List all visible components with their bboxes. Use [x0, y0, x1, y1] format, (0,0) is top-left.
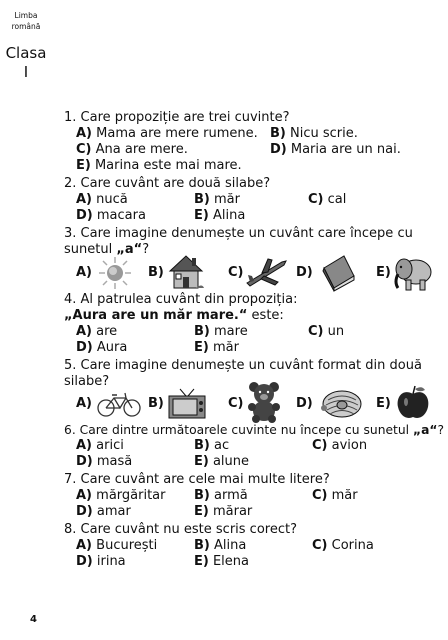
q8-option-c[interactable]: C) Corina — [312, 538, 374, 553]
q8-option-d[interactable]: D) irina — [76, 554, 126, 569]
q1-option-d[interactable]: D) Maria are un nai. — [270, 142, 401, 157]
q1-option-a[interactable]: A) Mama are mere rumene. — [76, 126, 258, 141]
q5-label-c: C) — [228, 396, 244, 411]
teddy-bear-icon[interactable] — [246, 381, 282, 423]
house-icon[interactable] — [166, 253, 206, 291]
q2-option-c[interactable]: C) cal — [308, 192, 347, 207]
question-8: 8. Care cuvânt nu este scris corect? — [64, 522, 297, 537]
subject-line-2: română — [11, 22, 41, 31]
q4-option-a[interactable]: A) are — [76, 324, 118, 339]
q5-label-a: A) — [76, 396, 93, 411]
subject-label — [0, 10, 52, 32]
q8-option-a[interactable]: A) București — [76, 538, 158, 553]
q2-option-d[interactable]: D) macara — [76, 208, 146, 223]
book-icon[interactable] — [320, 254, 358, 292]
q4-option-b[interactable]: B) mare — [194, 324, 248, 339]
q3-label-a: A) — [76, 265, 93, 280]
q6-option-e[interactable]: E) alune — [194, 454, 250, 469]
q7-option-a[interactable]: A) mărgăritar — [76, 488, 166, 503]
q8-option-b[interactable]: B) Alina — [194, 538, 247, 553]
q5-label-d: D) — [296, 396, 313, 411]
subject-line-1: Limba — [14, 11, 38, 20]
q2-option-e[interactable]: E) Alina — [194, 208, 246, 223]
question-7: 7. Care cuvânt are cele mai multe litere? — [64, 472, 330, 487]
q6-option-b[interactable]: B) ac — [194, 438, 230, 453]
q1-option-b[interactable]: B) Nicu scrie. — [270, 126, 358, 141]
class-label — [0, 44, 52, 82]
q1-option-e[interactable]: E) Marina este mai mare. — [76, 158, 242, 173]
question-5-line-2: silabe? — [64, 374, 110, 389]
question-3-line-2: sunetul „a“? — [64, 242, 150, 257]
apple-icon[interactable] — [394, 384, 432, 422]
q6-option-a[interactable]: A) arici — [76, 438, 124, 453]
class-number: I — [23, 63, 29, 81]
q7-option-c[interactable]: C) măr — [312, 488, 358, 503]
elephant-icon[interactable] — [392, 254, 434, 292]
q6-option-c[interactable]: C) avion — [312, 438, 368, 453]
sun-icon[interactable] — [98, 256, 132, 290]
q2-option-a[interactable]: A) nucă — [76, 192, 128, 207]
q3-label-d: D) — [296, 265, 313, 280]
class-word: Clasa — [5, 44, 47, 62]
q7-option-b[interactable]: B) armă — [194, 488, 248, 503]
question-2: 2. Care cuvânt are două silabe? — [64, 176, 271, 191]
question-4-line-2: „Aura are un măr mare.“ este: — [64, 308, 284, 323]
q3-label-c: C) — [228, 265, 244, 280]
q4-option-c[interactable]: C) un — [308, 324, 345, 339]
q6-option-d[interactable]: D) masă — [76, 454, 133, 469]
hedgehog-icon[interactable] — [318, 386, 364, 420]
q2-option-b[interactable]: B) măr — [194, 192, 240, 207]
q5-label-e: E) — [376, 396, 391, 411]
q5-label-b: B) — [148, 396, 164, 411]
question-6: 6. Care dintre următoarele cuvinte nu începe cu sunetul „a“? — [64, 423, 445, 437]
q7-option-e[interactable]: E) mărar — [194, 504, 253, 519]
airplane-icon[interactable] — [244, 256, 288, 288]
question-1: 1. Care propoziție are trei cuvinte? — [64, 110, 290, 125]
q1-option-c[interactable]: C) Ana are mere. — [76, 142, 188, 157]
bicycle-icon[interactable] — [96, 390, 142, 418]
q3-label-e: E) — [376, 265, 391, 280]
q4-option-d[interactable]: D) Aura — [76, 340, 128, 355]
q4-option-e[interactable]: E) măr — [194, 340, 239, 355]
question-4-line-1: 4. Al patrulea cuvânt din propoziția: — [64, 292, 298, 307]
page-number: 4 — [30, 614, 37, 625]
q3-label-b: B) — [148, 265, 164, 280]
question-5-line-1: 5. Care imagine denumește un cuvânt format din două — [64, 358, 422, 373]
question-3-line-1: 3. Care imagine denumește un cuvânt care începe cu — [64, 226, 413, 241]
q8-option-e[interactable]: E) Elena — [194, 554, 249, 569]
television-icon[interactable] — [166, 387, 208, 421]
q7-option-d[interactable]: D) amar — [76, 504, 131, 519]
